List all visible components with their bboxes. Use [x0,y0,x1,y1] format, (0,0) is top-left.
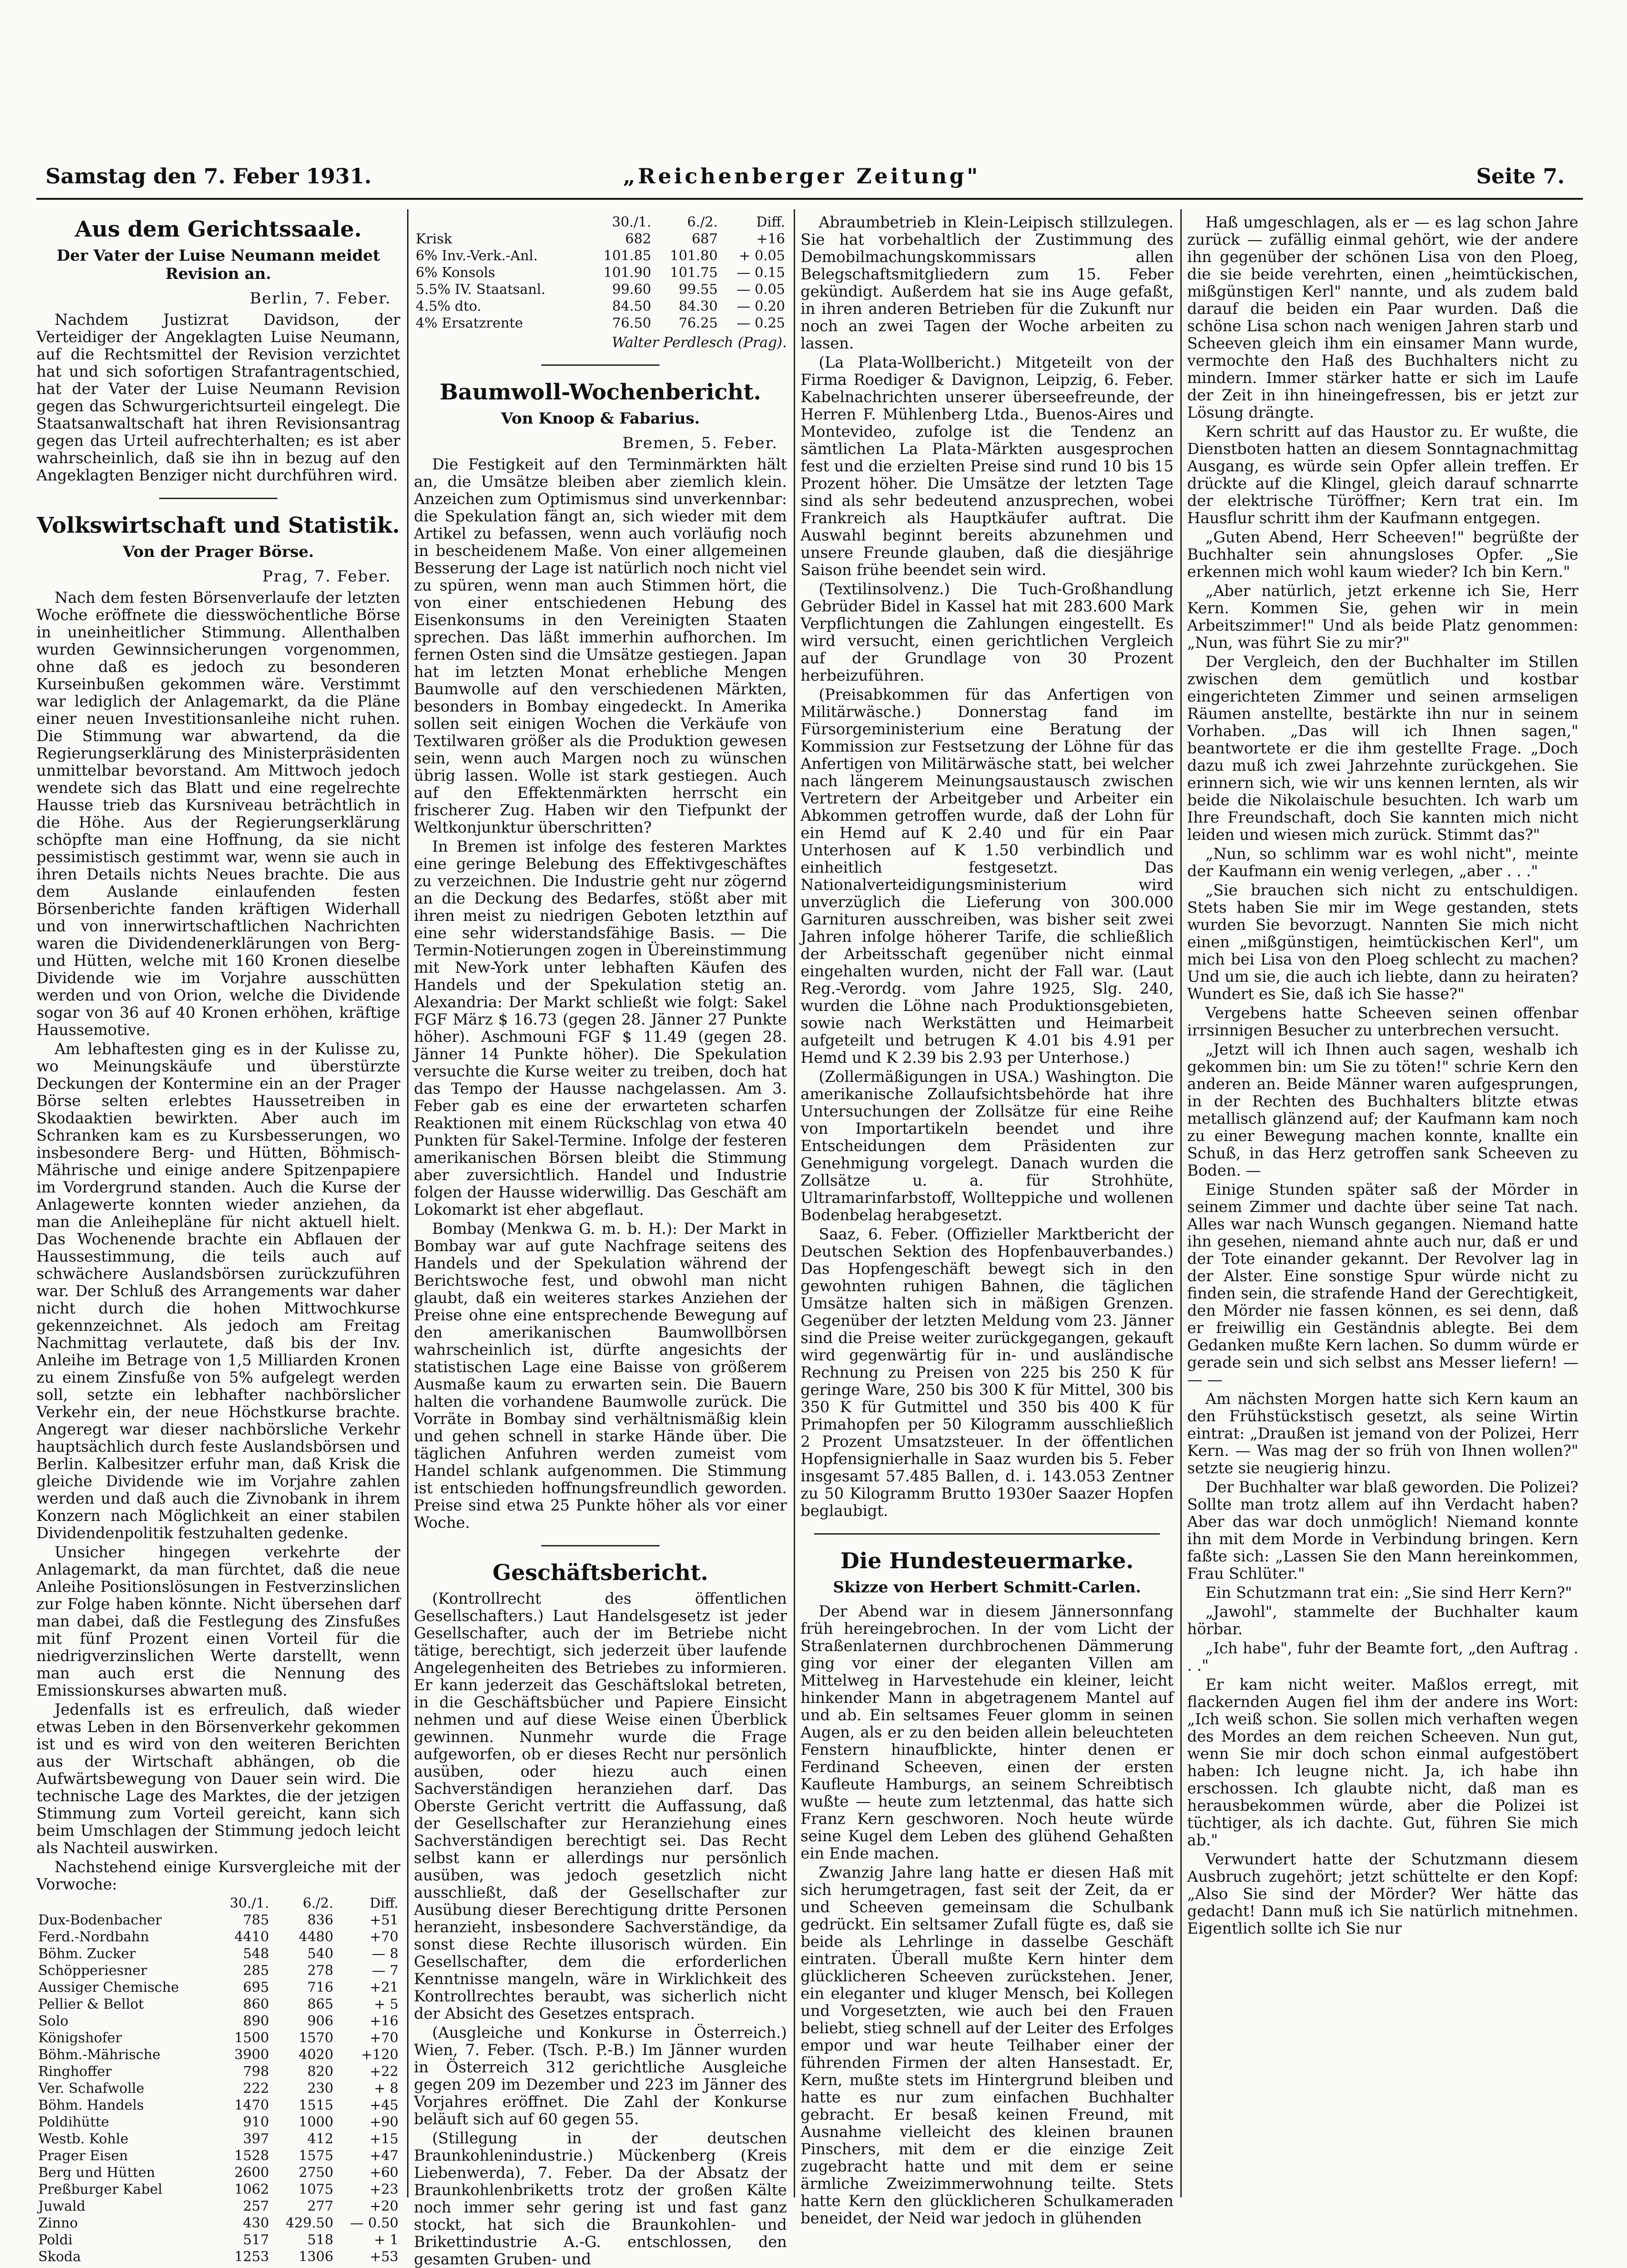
article-paragraph: Abraumbetrieb in Klein-Leipisch stillzulegen. Sie hat vorbehaltlich der Zustimmung des Demobilmachungskommissars allen Belegschaftsmitgliedern zum 15. Feber gekündigt. Außerdem hat sie ins Auge gefaßt, in ihren anderen Betrieben für die Zukunft nur noch an zwei Tagen der Woche arbeiten zu lassen. [801,213,1174,352]
story-paragraph: Am nächsten Morgen hatte sich Kern kaum an den Frühstückstisch gesetzt, als seine Wirtin eintrat: „Draußen ist jemand von der Polizei, Herr Kern. — Was mag der so früh von Ihnen wollen?" setzte sie neugierig hinzu. [1187,1390,1578,1477]
table-cell: 1500 [234,2030,269,2046]
table-header [414,214,587,231]
story-paragraph: Er kam nicht weiter. Maßlos erregt, mit flackernden Augen fiel ihm der andere ins Wort: „Ich weiß schon. Sie sollen mich verhaften wegen des Mordes an dem reichen Scheeven. Nun gut, wenn Sie mir doch schon einmal aufgestöbert haben: Ich leugne nicht. Ja, ich habe ihn erschossen. Ich glaubte nicht, daß man es herausbekommen würde, aber die Polizei ist tüchtiger, als ich dachte. Gut, führen Sie mich ab." [1187,1676,1578,1849]
story-paragraph: Kern schritt auf das Haustor zu. Er wußte, die Dienstboten hatten an diesem Sonntagnachmittag Ausgang, es würde sein Opfer allein treffen. Er drückte auf die Klingel, gleich darauf schnarrte der elektrische Türöffner; Kern trat ein. Im Hausflur schritt ihm der Kaufmann entgegen. [1187,423,1578,527]
table-cell: 865 [307,1996,333,2012]
table-cell: +47 [369,2148,398,2164]
table-cell: 1075 [298,2182,333,2197]
article-paragraph: (Textilinsolvenz.) Die Tuch-Großhandlung Gebrüder Bidel in Kassel hat mit 283.600 Mark Verpflichtungen die Zahlungen eingestellt. Es wird versucht, einen gerichtlichen Vergleich auf der Grundlage von 30 Prozent herbeizuführen. [801,580,1174,684]
article-paragraph: Die Festigkeit auf den Terminmärkten hält an, die Umsätze bleiben aber ziemlich klein. Anzeichen zum Optimismus sind unverkennbar: die Spekulation fängt an, sich wieder mit dem Artikel zu befassen, wenn auch vorläufig noch in bescheidenem Maße. Von einer allgemeinen Besserung der Lage ist natürlich noch nicht viel zu spüren, wenn man auch Stimmen hört, die von einer entschiedenen Hebung des Eisenkonsums in den Vereinigten Staaten sprechen. Das läßt immerhin aufhorchen. Im fernen Osten sind die Umsätze gestiegen. Japan hat im letzten Monat erhebliche Mengen Baumwolle auf den verschiedenen Märkten, besonders in Bombay eingedeckt. In Amerika sollen seit einigen Wochen die Verkäufe von Textilwaren größer als die Produktion gewesen sein, wenn auch Margen noch zu wünschen übrig lassen. Wolle ist stark gestiegen. Auch auf den Effektenmärkten herrscht ein frischerer Zug. Haben wir den Tiefpunkt der Weltkonjunktur überschritten? [414,455,787,836]
table-cell: 101.85 [603,248,651,264]
story-paragraph: Der Abend war in diesem Jännersonnfang früh hereingebrochen. In der vom Licht der Straßenlaternen durchbrochenen Dämmerung ging vor einer der eleganten Villen am Mittelweg in Harvestehude ein kleiner, leicht hinkender Mann in abgetragenem Mantel auf und ab. Ein seltsames Feuer glomm in seinen Augen, als er zu den beiden allein beleuchteten Fenstern hinaufblickte, hinter denen er Ferdinand Scheeven, einen der ersten Kaufleute Hamburgs, an seinem Schreibtisch wußte — heute zum letztenmal, das hatte sich Franz Kern geschworen. Noch heute würde seine Kugel dem Leben des glühend Gehaßten ein Ende machen. [801,1602,1174,1862]
article-subtitle: Der Vater der Luise Neumann meidet Revision an. [56,247,380,283]
article-paragraph: Saaz, 6. Feber. (Offizieller Marktbericht der Deutschen Sektion des Hopfenbauverbandes.) Das Hopfengeschäft bewegt sich in den gewohnten ruhigen Bahnen, die täglichen Umsätze halten sich in mäßigen Grenzen. Gegenüber der letzten Meldung vom 23. Jänner sind die Preise weiter zurückgegangen, gekauft wird gegenwärtig für in- und ausländische Rechnung zu Preisen von 225 bis 250 K für geringe Ware, 250 bis 300 K für Mittel, 300 bis 350 K für Gutmittel und 350 bis 400 K für Primahopfen per 50 Kilogramm ausschließlich 2 Prozent Umsatzsteuer. In der öffentlichen Hopfensignierhalle in Saaz wurden bis 5. Feber insgesamt 57.485 Ballen, d. i. 143.053 Zentner zu 50 Kilogramm Brutto 1930er Saazer Hopfen beglaubigt. [801,1225,1174,1520]
table-cell: +53 [369,2249,398,2265]
table-cell: 682 [625,231,651,247]
column-4 [1187,214,1578,2197]
article-paragraph: Nachdem Justizrat Davidson, der Verteidiger der Angeklagten Luise Neumann, auf die Rechtsmittel der Revision verzichtet hat und sich sofortigen Strafantragentschied, hat der Vater der Luise Neumann Revision gegen das Schwurgerichtsurteil eingelegt. Die Staatsanwaltschaft hat ihren Revisionsantrag gegen das Urteil aufrechterhalten; es ist aber wahrscheinlich, daß sie ihn in bezug auf den Angeklagten Benziger nicht durchführen wird. [36,311,400,484]
table-cell: +20 [369,2198,398,2214]
table-cell: 890 [243,2013,269,2029]
table-cell: 76.50 [612,315,651,331]
table-cell: 257 [243,2198,269,2214]
section-title-cotton: Baumwoll-Wochenbericht. [439,379,761,405]
table-row [36,1945,400,1962]
story-paragraph: Zwanzig Jahre lang hatte er diesen Haß mit sich herumgetragen, fast seit der Zeit, da er und Scheeven gemeinsam die Schulbank gedrückt. Ein seltsamer Zufall fügte es, daß sie beide als Lehrlinge in dasselbe Geschäft eintraten. Überall mußte Kern hinter dem glücklicheren Scheeven zurückstehen. Jener, ein eleganter und kluger Mensch, bei Kollegen und Vorgesetzten, wie auch bei den Frauen beliebt, stieg schnell auf der Leiter des Erfolges empor und war heute Teilhaber einer der führenden Firmen der alten Hansestadt. Er, Kern, mußte stets im Hintergrund bleiben und hatte es nur zum einfachen Buchhalter gebracht. Er besaß keinen Freund, mit Ausnahme vielleicht des kleinen braunen Pinschers, mit dem er die einzige Zeit zugebracht hatte und mit dem er seine ärmliche Zweizimmerwohnung teilte. Stets hatte Kern den glücklicheren Schulkameraden beneidet, der Neid war jedoch in glühenden [801,1864,1174,2227]
table-cell: +22 [369,2064,398,2080]
table-cell: 84.50 [612,298,651,314]
table-cell: 76.25 [679,315,718,331]
table-header: 30./1. [612,214,651,230]
table-cell: 1062 [234,2182,269,2197]
table-header-row [414,214,787,231]
table-cell: — 0.15 [736,265,785,281]
table-cell: — 8 [372,1946,398,1962]
header-rule [36,198,1583,200]
table-cell: 99.55 [679,282,718,298]
table-cell: — 7 [372,1963,398,1979]
table-cell: +21 [369,1980,398,1995]
article-paragraph: (Kontrollrecht des öffentlichen Gesellschafters.) Laut Handelsgesetz ist jeder Gesellschafter, auch der im Betriebe nicht tätige, berechtigt, sich jederzeit über laufende Angelegenheiten des Betriebes zu informieren. Er kann jederzeit das Geschäftslokal betreten, in die Geschäftsbücher und Papiere Einsicht nehmen und auf diese Weise einen Überblick gewinnen. Nunmehr wurde die Frage aufgeworfen, ob er dieses Recht nur persönlich ausüben, oder hiezu auch einen Sachverständigen heranziehen darf. Das Oberste Gericht vertritt die Auffassung, daß der Gesellschafter zur Heranziehung eines Sachverständigen berechtigt sei. Das Recht selbst kann er allerdings nur persönlich ausüben, was jedoch gesetzlich nicht ausschließt, daß der Gesellschafter zur Ausübung dieser Berechtigung dritte Personen heranzieht, insbesondere Sachverständige, da sonst diese Rechte illusorisch würden. Ein Gesellschafter, dem die erforderlichen Kenntnisse mangeln, wäre in Wirklichkeit des Kontrollrechtes beraubt, was sicherlich nicht der Absicht des Gesetzes entsprach. [414,1590,787,2022]
table-header: Diff. [756,214,785,230]
table-cell: 1528 [234,2148,269,2164]
table-cell: 1470 [234,2097,269,2113]
table-cell: 6% Konsols [416,265,495,281]
article-paragraph: In Bremen ist infolge des festeren Marktes eine geringe Belebung des Effektivgeschäftes zu verzeichnen. Die Industrie geht nur zögernd an die Deckung des Bedarfes, stößt aber mit ihren meist zu niedrigen Geboten letzthin auf eine sehr widerstandsfähige Basis. — Die Termin-Notierungen zogen in Übereinstimmung mit New-York unter lebhaften Käufen des Handels und der Spekulation stetig an. Alexandria: Der Markt schließt wie folgt: Sakel FGF März $ 16.73 (gegen 28. Jänner 27 Punkte höher). Aschmouni FGF $ 11.49 (gegen 28. Jänner 14 Punkte höher). Die Spekulation versuchte die Kurse weiter zu treiben, doch hat das Tempo der Hausse nachgelassen. Am 3. Feber gab es eine der erwarteten scharfen Reaktionen mit einem Rückschlag von etwa 40 Punkten für Sakel-Termine. Infolge der festeren amerikanischen Börsen bleibt die Stimmung aber zuversichtlich. Handel und Industrie folgen der Hausse widerwillig. Das Geschäft am Lokomarkt ist eher abgeflaut. [414,838,787,1218]
table-cell: + 1 [374,2232,398,2248]
table-cell: + 8 [374,2081,398,2096]
article-paragraph: Unsicher hingegen verkehrte der Anlagemarkt, da man fürchtet, daß die neue Anleihe Positionslösungen in Festverzinslichen zur Folge haben könnte. Nicht übersehen darf man dabei, daß die Festlegung des Zinsfußes mit fünf Prozent einen Vorteil für die niedrigverzinslichen Werte darstellt, wenn man auch erst die Nennung des Emissionskurses abwarten muß. [36,1543,400,1699]
table-cell: 1515 [298,2097,333,2113]
table-cell: 785 [243,1912,269,1928]
table-cell: Poldihütte [38,2114,109,2130]
page-header [18,164,1601,191]
table-cell: 429.50 [285,2215,333,2231]
dateline: Bremen, 5. Feber. [622,434,778,452]
dateline: Berlin, 7. Feber. [250,289,391,308]
column-2 [414,214,787,2268]
table-cell: + 0.05 [739,248,785,264]
table-header: 6./2. [687,214,718,230]
table-row [36,2030,400,2046]
table-cell: 84.30 [679,298,718,314]
table-cell: 101.75 [670,265,718,281]
header-page-number: Seite 7. [1476,164,1565,188]
story-paragraph: Haß umgeschlagen, als er — es lag schon Jahre zurück — zufällig einmal gehört, wie der andere ihn gegenüber der schönen Lisa von den Ploeg, die sie beide verehrten, einen „heimtückischen, mißgünstigen Kerl" nannte, und als zudem bald darauf die beiden ein Paar wurden. Daß die schöne Lisa schon nach wenigen Jahren starb und Scheeven gleich ihm ein einsamer Mann wurde, vermochte den Haß des Buchhalters nicht zu mindern. Immer stärker hatte er sich im Laufe der Zeit in ihn hineingefressen, bis er jetzt zur Lösung drängte. [1187,213,1578,421]
table-cell: 517 [243,2232,269,2248]
column-divider [1180,209,1182,2197]
table-cell: 6% Inv.-Verk.-Anl. [416,248,538,264]
table-cell: 716 [307,1980,333,1995]
table-row [36,2080,400,2097]
column-divider [794,209,795,2197]
table-cell: Dux-Bodenbacher [38,1912,162,1928]
table-intro: Nachstehend einige Kursvergleiche mit der Vorwoche: [36,1858,400,1893]
story-paragraph: „Guten Abend, Herr Scheeven!" begrüßte der Buchhalter sein ahnungsloses Opfer. „Sie erkennen mich wohl kaum wieder? Ich bin Kern." [1187,528,1578,581]
table-header [36,1895,217,1912]
column-1 [36,214,400,2265]
separator [814,1533,1160,1535]
table-cell: — 0.50 [350,2215,398,2231]
table-cell: +16 [756,231,785,247]
table-cell: 285 [243,1963,269,1979]
table-cell: 222 [243,2081,269,2096]
table-cell: 2750 [298,2165,333,2181]
table-row [36,1912,400,1929]
table-cell: — 0.05 [736,282,785,298]
stock-comparison-table [36,1895,400,2265]
table-row [36,2164,400,2181]
article-paragraph: Jedenfalls ist es erfreulich, daß wieder etwas Leben in den Börsenverkehr gekommen ist und es wird von den weiteren Berichten aus der Wirtschaft abhängen, ob die Aufwärtsbewegung von Dauer sein wird. Die technische Lage des Marktes, die der jetzigen Stimmung zum Vorteil gereicht, kann sich beim Umschlagen der Stimmung jedoch leicht als Nachteil auswirken. [36,1701,400,1857]
story-paragraph: „Ich habe", fuhr der Beamte fort, „den Auftrag . . ." [1187,1639,1578,1674]
table-cell: Preßburger Kabel [38,2182,162,2197]
separator [541,364,660,366]
table-row [36,2013,400,2030]
table-header: Diff. [369,1895,398,1911]
bond-comparison-table [414,214,787,332]
table-row [36,2232,400,2248]
table-row [36,1979,400,1996]
table-row [414,298,787,315]
table-row [36,2114,400,2131]
table-cell: Skoda [38,2249,81,2265]
table-cell: 548 [243,1946,269,1962]
table-cell: 798 [243,2064,269,2080]
article-paragraph: (Preisabkommen für das Anfertigen von Militärwäsche.) Donnerstag fand im Fürsorgeministerium eine Beratung der Kommission zur Festsetzung der Löhne für das Anfertigen von Militärwäsche statt, bei welcher nach längerem Meinungsaustausch zwischen Vertretern der Arbeitgeber und Arbeiter ein Abkommen getroffen wurde, daß der Lohn für ein Hemd auf K 2.40 und für ein Paar Unterhosen auf K 1.50 verbindlich und einheitlich festgesetzt. Das Nationalverteidigungsministerium wird unverzüglich die Lieferung von 300.000 Garnituren ausschreiben, was bisher seit zwei Jahren infolge höherer Tarife, die schließlich der Arbeitsschaft gegenüber nicht einmal eingehalten wurden, nicht der Fall war. (Laut Reg.-Verordg. vom Jahre 1925, Slg. 240, wurden die Löhne nach Produktionsgebieten, sowie nach Werkstätten und Heimarbeit aufgeteilt und betrugen K 4.01 bis 4.91 per Hemd und K 2.39 bis 2.93 per Unterhose.) [801,686,1174,1066]
story-paragraph: Ein Schutzmann trat ein: „Sie sind Herr Kern?" [1205,1584,1572,1601]
table-cell: 1000 [298,2114,333,2130]
table-cell: 860 [243,1996,269,2012]
table-cell: 230 [307,2081,333,2096]
story-paragraph: Vergebens hatte Scheeven seinen offenbar irrsinnigen Besucher zu unterbrechen versucht. [1187,1004,1578,1039]
table-cell: 5.5% IV. Staatsanl. [416,282,546,298]
story-paragraph: „Nun, so schlimm war es wohl nicht", meinte der Kaufmann ein wenig verlegen, „aber . . ." [1187,845,1578,880]
header-date: Samstag den 7. Feber 1931. [45,164,372,188]
table-cell: 430 [243,2215,269,2231]
story-paragraph: „Jawohl", stammelte der Buchhalter kaum hörbar. [1187,1603,1578,1638]
table-cell: 2600 [234,2165,269,2181]
table-cell: +51 [369,1912,398,1928]
article-paragraph: Nach dem festen Börsenverlaufe der letzten Woche eröffnete die diesswöchentliche Börse in uneinheitlicher Stimmung. Allenthalben wurden Gewinnsicherungen vorgenommen, ohne daß es jedoch zu besonderen Kurseinbußen gekommen wäre. Verstimmt war lediglich der Anlagemarkt, da die Pläne einer neuen Investitionsanleihe nicht ruhen. Die Stimmung war abwartend, da die Regierungserklärung des Ministerpräsidenten unmittelbar bevorstand. Am Mittwoch jedoch wendete sich das Blatt und eine regelrechte Hausse trieb das Kursniveau beträchtlich in die Höhe. Aus der Regierungserklärung schöpfte man eine Hoffnung, da sie nicht pessimistisch gestimmt war, wenn sie auch in ihren Details nichts Neues brachte. Die aus dem Auslande einlaufenden festen Börsenberichte fanden kräftigen Widerhall und von innerwirtschaftlichen Nachrichten waren die Dividendenerklärungen von Berg- und Hütten, welche mit 160 Kronen dieselbe Dividende wie im Vorjahre ausschütten werden und von Orion, welche die Dividende sogar von 36 auf 40 Kronen erhöhen, kräftige Haussemotive. [36,589,400,1039]
table-header: 30./1. [230,1895,269,1911]
table-cell: 4480 [298,1929,333,1945]
table-cell: 4410 [234,1929,269,1945]
table-cell: 1570 [298,2030,333,2046]
table-row [414,281,787,298]
table-cell: Juwald [38,2198,86,2214]
newspaper-page [18,0,1601,2268]
table-cell: 906 [307,2013,333,2029]
table-cell: Pellier & Bellot [38,1996,144,2012]
table-cell: 412 [307,2131,333,2147]
table-cell: — 0.25 [736,315,785,331]
table-cell: + 5 [374,1996,398,2012]
table-cell: +120 [361,2047,398,2063]
story-paragraph: Der Buchhalter war blaß geworden. Die Polizei? Sollte man trotz allem auf ihn Verdacht haben? Aber das war doch unmöglich! Niemand konnte ihn mit dem Morde in Verbindung bringen. Kern faßte sich: „Lassen Sie den Mann hereinkommen, Frau Schlüter." [1187,1478,1578,1582]
section-title-business: Geschäftsbericht. [492,1560,709,1586]
table-row [36,2215,400,2232]
table-row [36,1996,400,2013]
table-cell: Prager Eisen [38,2148,128,2164]
table-cell: +15 [369,2131,398,2147]
article-subtitle: Von der Prager Börse. [122,543,314,561]
table-row [36,2063,400,2080]
table-cell: 1253 [234,2249,269,2265]
table-cell: 820 [307,2064,333,2080]
story-paragraph: Einige Stunden später saß der Mörder in seinem Zimmer und dachte über seine Tat nach. Alles war nach Wunsch gegangen. Niemand hatte ihn gesehen, niemand ahnte auch nur, daß er und der Tote einander gekannt. Der Revolver lag in der Alster. Eine sonstige Spur würde nicht zu finden sein, die strafende Hand der Gerechtigkeit, den Mörder nie fassen können, es sei denn, daß er freiwillig ein Geständnis ablegte. Bei dem Gedanken mußte Kern lachen. So dumm würde er gerade sein und sich selbst ans Messer liefern! — — — [1187,1181,1578,1389]
table-cell: Ringhoffer [38,2064,112,2080]
table-cell: 3900 [234,2047,269,2063]
article-paragraph: (Ausgleiche und Konkurse in Österreich.) Wien, 7. Feber. (Tsch. P.-B.) Im Jänner wurden in Österreich 312 gerichtliche Ausgleiche gegen 209 im Dezember und 223 im Jänner des Vorjahres eröffnet. Die Zahl der Konkurse beläuft sich auf 60 gegen 55. [414,2024,787,2128]
table-cell: +23 [369,2182,398,2197]
table-cell: 4.5% dto. [416,298,482,314]
table-row [414,315,787,332]
table-cell: 1575 [298,2148,333,2164]
table-row [36,1929,400,1945]
table-cell: 4020 [298,2047,333,2063]
table-header-row [36,1895,400,1912]
table-cell: Zinno [38,2215,78,2231]
table-cell: 695 [243,1980,269,1995]
table-row [36,2097,400,2114]
table-row [36,2198,400,2215]
story-paragraph: „Aber natürlich, jetzt erkenne ich Sie, Herr Kern. Kommen Sie, gehen wir in mein Arbeitszimmer!" Und als beide Platz genommen: „Nun, was führt Sie zu mir?" [1187,582,1578,652]
table-row [36,2248,400,2265]
table-header: 6./2. [302,1895,333,1911]
article-subtitle: Von Knoop & Fabarius. [501,409,700,428]
column-3 [801,213,1174,2227]
table-row [36,2046,400,2063]
table-cell: 540 [307,1946,333,1962]
table-cell: 101.90 [603,265,651,281]
table-cell: 99.60 [612,282,651,298]
table-cell: 101.80 [670,248,718,264]
dateline: Prag, 7. Feber. [262,567,391,586]
story-paragraph: Verwundert hatte der Schutzmann diesem Ausbruch zugehört; jetzt schüttelte er den Kopf: „Also Sie sind der Mörder? Wer hätte das gedacht! Dann muß ich Sie natürlich mitnehmen. Eigentlich sollte ich Sie nur [1187,1850,1578,1937]
table-cell: Westb. Kohle [38,2131,129,2147]
article-paragraph: Bombay (Menkwa G. m. b. H.): Der Markt in Bombay war auf gute Nachfrage seitens des Handels und der Spekulation während der Berichtswoche fest, und obwohl man nicht glaubt, daß ein weiteres starkes Anziehen der Preise ohne eine entsprechende Bewegung auf den amerikanischen Baumwollbörsen wahrscheinlich ist, dürfte angesichts der statistischen Lage eine Baisse von größerem Ausmaße kaum zu erwarten sein. Die Bauern halten die vorhandene Baumwolle zurück. Die Vorräte in Bombay sind verhältnismäßig klein und gehen schnell in starke Hände über. Die täglichen Anfuhren werden zumeist vom Handel schlank aufgenommen. Die Stimmung ist entschieden hoffnungsfreundlich geworden. Preise sind etwa 25 Punkte höher als vor einer Woche. [414,1220,787,1531]
author-signature: Walter Perdlesch (Prag). [612,334,787,351]
header-masthead: „Reichenberger Zeitung" [623,164,981,188]
table-row [414,231,787,248]
table-cell: Krisk [416,231,452,247]
table-cell: Böhm. Handels [38,2097,144,2113]
article-paragraph: Am lebhaftesten ging es in der Kulisse zu, wo Meinungskäufe und überstürzte Deckungen der Kontermine ein an der Prager Börse selten erlebtes Haussetreiben in Skodaaktien bewirkten. Aber auch im Schranken kam es zu Kursbesserungen, wo insbesondere Berg- und Hütten, Böhmisch-Mährische und einige andere Spitzenpapiere im Vordergrund standen. Auch die Kurse der Anlagewerte konnten wieder anziehen, da man die Anleihepläne für nicht aktuell hielt. Das Wochenende brachte ein Abflauen der Haussestimmung, die teils auch auf schwächere Auslandsbörsen zurückzuführen war. Der Schluß des Arrangements war daher nicht durch die hohen Mittwochkurse gekennzeichnet. Als jedoch am Freitag Nachmittag verlautete, daß bis der Inv. Anleihe im Betrage von 1,5 Milliarden Kronen zu einem Zinsfuße von 5% aufgelegt werden soll, setzte ein lebhafter nachbörslicher Verkehr ein, der neue Höchstkurse brachte. Angeregt war dieser nachbörsliche Verkehr hauptsächlich durch feste Auslandsbörsen und Berlin. Kalbesitzer erfuhr man, daß Krisk die gleiche Dividende wie im Vorjahre zahlen werden und daß auch die Zivnobank in ihrem Konzern nach Möglichkeit an einer stabilen Dividendenpolitik festzuhalten gedenke. [36,1040,400,1542]
table-cell: Königshofer [38,2030,122,2046]
table-cell: 518 [307,2232,333,2248]
table-body [414,231,787,332]
section-title-court: Aus dem Gerichtssaale. [75,217,362,242]
table-cell: +60 [369,2165,398,2181]
table-cell: Solo [38,2013,69,2029]
story-paragraph: „Jetzt will ich Ihnen auch sagen, weshalb ich gekommen bin: um Sie zu töten!" schrie Kern den anderen an. Beide Männer waren aufgesprungen, in der Rechten des Buchhalters blitzte etwas metallisch glänzend auf; der Kaufmann kam noch zu einer Bewegung machen konnte, knallte ein Schuß, in das Herz getroffen sank Scheeven zu Boden. — [1187,1041,1578,1179]
table-cell: Böhm.-Mährische [38,2047,161,2063]
table-body [36,1912,400,2265]
table-cell: +70 [369,2030,398,2046]
table-cell: 4% Ersatzrente [416,315,523,331]
table-cell: Böhm. Zucker [38,1946,136,1962]
table-cell: — 0.20 [736,298,785,314]
table-row [36,2181,400,2198]
table-row [36,2131,400,2147]
column-divider [407,209,408,2197]
table-cell: 277 [307,2198,333,2214]
table-row [36,1962,400,1979]
table-cell: +45 [369,2097,398,2113]
table-row [414,248,787,264]
article-paragraph: (La Plata-Wollbericht.) Mitgeteilt von der Firma Roediger & Davignon, Leipzig, 6. Feber. Kabelnachrichten unserer überseefreunde, der Herren F. Mühlenberg Ltda., Buenos-Aires und Montevideo, zufolge ist die Tendenz an sämtlichen La Plata-Märkten ausgesprochen fest und die erzielten Preise sind rund 10 bis 15 Prozent höher. Die Umsätze der letzten Tage sind als sehr bedeutend anzusprechen, wobei Frankreich als Hauptkäufer auftrat. Die Auswahl beginnt bereits abzunehmen und unsere Freunde glauben, daß die diesjährige Saison frühe beendet sein wird. [801,354,1174,579]
separator [159,498,277,499]
article-paragraph: (Zollermäßigungen in USA.) Washington. Die amerikanische Zollaufsichtsbehörde hat ihre Untersuchungen der Zollsätze für eine Reihe von Importartikeln beendet und ihre Entscheidungen dem Präsidenten zur Genehmigung vorgelegt. Danach wurden die Zollsätze u. a. für Strohhüte, Ultramarinfarbstoff, Wollteppiche und wollenen Bodenbelag herabgesetzt. [801,1068,1174,1224]
table-cell: +16 [369,2013,398,2029]
article-paragraph: (Stillegung in der deutschen Braunkohlenindustrie.) Mückenberg (Kreis Liebenwerda), 7. Feber. Da der Absatz der Braunkohlenbriketts trotz der großen Kälte noch immer sehr gering ist und fast ganz stockt, hat sich die Braunkohlen- und Brikettindustrie A.-G. entschlossen, den gesamten Gruben- und [414,2129,787,2268]
table-cell: 836 [307,1912,333,1928]
table-cell: Poldi [38,2232,73,2248]
table-cell: Berg und Hütten [38,2165,155,2181]
table-cell: 397 [243,2131,269,2147]
story-title: Die Hundesteuermarke. [840,1548,1134,1574]
table-cell: 910 [243,2114,269,2130]
story-byline: Skizze von Herbert Schmitt-Carlen. [833,1578,1141,1596]
table-row [414,264,787,281]
table-cell: Ver. Schafwolle [38,2081,145,2096]
table-cell: Ferd.-Nordbahn [38,1929,149,1945]
story-paragraph: „Sie brauchen sich nicht zu entschuldigen. Stets haben Sie mir im Wege gestanden, stets wurden Sie bevorzugt. Nannten Sie mich nicht einen „mißgünstigen, heimtückischen Kerl", um mich bei Lisa von den Ploeg schlecht zu machen? Und um sie, die auch ich liebte, dann zu heiraten? Wundert es Sie, daß ich Sie hasse?" [1187,881,1578,1003]
section-title-economy: Volkswirtschaft und Statistik. [37,513,400,538]
table-cell: 687 [691,231,718,247]
story-paragraph: Der Vergleich, den der Buchhalter im Stillen zwischen dem gemütlich und kostbar eingerichteten Zimmer und seinen armseligen Räumen anstellte, bestärkte ihn nur in seinem Vorhaben. „Das will ich Ihnen sagen," beantwortete er die ihm gestellte Frage. „Doch dazu muß ich zwei Jahrzehnte zurückgehen. Sie erinnern sich, wie wir uns kennen lernten, als wir beide die Nikolaischule besuchten. Ich warb um Ihre Freundschaft, doch Sie kannten mich nicht leiden und wiesen mich zurück. Stimmt das?" [1187,653,1578,844]
table-cell: 1306 [298,2249,333,2265]
table-cell: Aussiger Chemische [38,1980,179,1995]
separator [541,1545,660,1546]
table-cell: +70 [369,1929,398,1945]
table-cell: Schöpperiesner [38,1963,147,1979]
table-row [36,2147,400,2164]
table-cell: +90 [369,2114,398,2130]
table-cell: 278 [307,1963,333,1979]
